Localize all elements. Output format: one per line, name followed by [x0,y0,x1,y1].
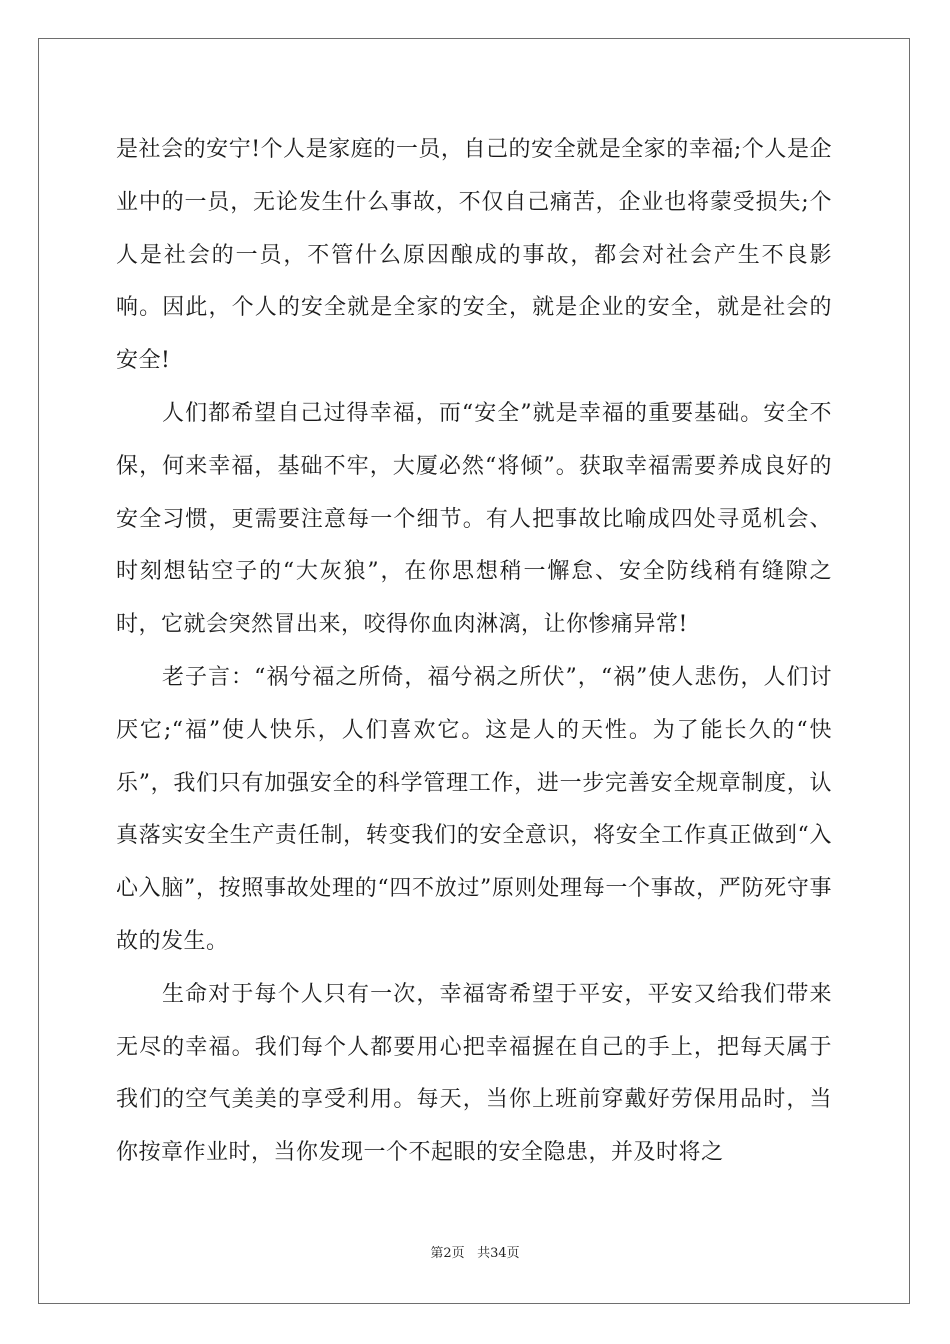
document-body [116,124,832,1180]
page-number: 第2页 [430,1246,465,1261]
page-total: 共34页 [477,1246,520,1261]
paragraph-3: 老子言：“祸兮福之所倚，福兮祸之所伏”，“祸”使人悲伤，人们讨厌它;“福”使人快乐，人们喜欢它。这是人的天性。为了能长久的“快乐”，我们只有加强安全的科学管理工作，进一步完善安全规章制度，认真落实安全生产责任制，转变我们的安全意识，将安全工作真正做到“入心入脑”，按照事故处理的“四不放过”原则处理每一个事故，严防死守事故的发生。 [116,664,832,954]
page-footer [0,1245,950,1263]
paragraph-1: 是社会的安宁!个人是家庭的一员，自己的安全就是全家的幸福;个人是企业中的一员，无论发生什么事故，不仅自己痛苦，企业也将蒙受损失;个人是社会的一员，不管什么原因酿成的事故，都会对社会产生不良影响。因此，个人的安全就是全家的安全，就是企业的安全，就是社会的安全! [116,137,832,374]
paragraph-4: 生命对于每个人只有一次，幸福寄希望于平安，平安又给我们带来无尽的幸福。我们每个人都要用心把幸福握在自己的手上，把每天属于我们的空气美美的享受利用。每天，当你上班前穿戴好劳保用品时，当你按章作业时，当你发现一个不起眼的安全隐患，并及时将之 [116,981,832,1166]
paragraph-2: 人们都希望自己过得幸福，而“安全”就是幸福的重要基础。安全不保，何来幸福，基础不牢，大厦必然“将倾”。获取幸福需要养成良好的安全习惯，更需要注意每一个细节。有人把事故比喻成四处寻觅机会、时刻想钻空子的“大灰狼”，在你思想稍一懈怠、安全防线稍有缝隙之时，它就会突然冒出来，咬得你血肉淋漓，让你惨痛异常! [116,400,832,638]
